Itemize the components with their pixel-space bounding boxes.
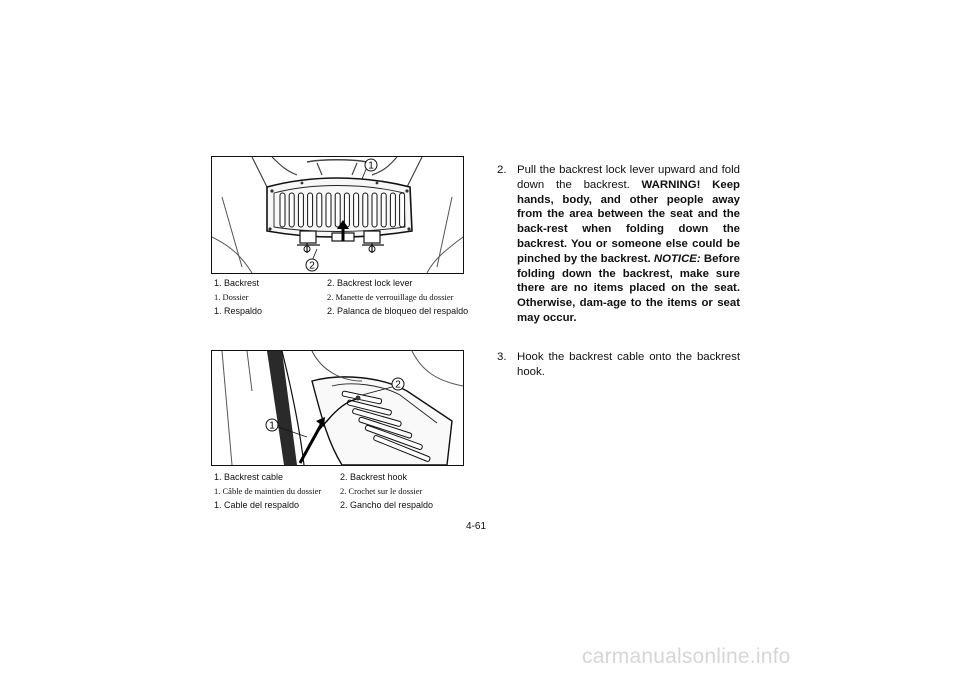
figure2-caption	[214, 470, 474, 512]
step-number: 2.	[497, 164, 507, 176]
caption-item-1: 1. Câble de maintien du dossier	[214, 486, 322, 496]
caption-item-1: 1. Cable del respaldo	[214, 500, 300, 510]
figure-backrest-lock-lever	[211, 156, 464, 274]
callout-1: 1	[368, 160, 374, 172]
caption-item-2: 2. Backrest hook	[340, 472, 408, 482]
backrest-slot	[381, 193, 386, 227]
figure-backrest-cable-hook	[211, 350, 464, 466]
caption-row-en	[214, 276, 474, 290]
page-number: 4-61	[466, 521, 487, 532]
instruction-step-2	[497, 163, 740, 326]
step-text: Hook the backrest cable onto the backrest hook.	[517, 351, 740, 378]
backrest-slot	[326, 193, 331, 227]
caption-item-1: 1. Dossier	[214, 292, 249, 302]
caption-item-2: 2. Backrest lock lever	[327, 278, 413, 288]
step-body	[517, 163, 740, 326]
caption-item-2: 2. Gancho del respaldo	[340, 500, 434, 510]
caption-item-2: 2. Manette de verrouillage du dossier	[327, 292, 454, 302]
backrest-slot	[363, 193, 368, 227]
cable-hook-illustration	[212, 351, 463, 465]
backrest-slot	[390, 193, 395, 227]
backrest-slot	[317, 193, 322, 227]
caption-row-fr	[214, 484, 474, 498]
warning-text: WARNING! Keep hands, body, and other people away from the area between the seat and the back-rest when folding down the backrest. You or someone else could be pinched by the backrest.	[517, 178, 740, 265]
backrest-slot	[298, 193, 303, 227]
step-body	[517, 350, 740, 380]
backrest-slot	[289, 193, 294, 227]
caption-item-1: 1. Backrest	[214, 278, 260, 288]
notice-text: Before folding down the backrest, make sure there are no items placed on the seat. Otherwise, dam-age to the items or seat may occur.	[517, 252, 740, 324]
caption-row-es	[214, 304, 474, 318]
caption-row-es	[214, 498, 474, 512]
caption-item-1: 1. Respaldo	[214, 306, 263, 316]
caption-row-fr	[214, 290, 474, 304]
backrest-slot	[400, 193, 405, 227]
instruction-step-3	[497, 350, 740, 380]
caption-row-en	[214, 470, 474, 484]
caption-item-2: 2. Crochet sur le dossier	[340, 486, 423, 496]
watermark: carmanualsonline.info	[582, 645, 791, 668]
callout-2: 2	[309, 260, 315, 272]
callout-1: 1	[269, 420, 275, 432]
backrest-slot	[344, 193, 349, 227]
backrest-slot	[280, 193, 285, 227]
notice-label: NOTICE:	[653, 252, 701, 265]
caption-item-1: 1. Backrest cable	[214, 472, 284, 482]
caption-item-2: 2. Palanca de bloqueo del respaldo	[327, 306, 469, 316]
backrest-slot	[308, 193, 313, 227]
callout-2: 2	[395, 379, 401, 391]
backrest-slot	[335, 193, 340, 227]
backrest-slot	[354, 193, 359, 227]
step-number: 3.	[497, 351, 507, 363]
step-text: Pull the backrest lock lever upward and fold down the backrest.	[517, 164, 740, 191]
backrest-illustration	[212, 157, 463, 273]
backrest-slot	[372, 193, 377, 227]
figure1-caption	[214, 276, 474, 318]
